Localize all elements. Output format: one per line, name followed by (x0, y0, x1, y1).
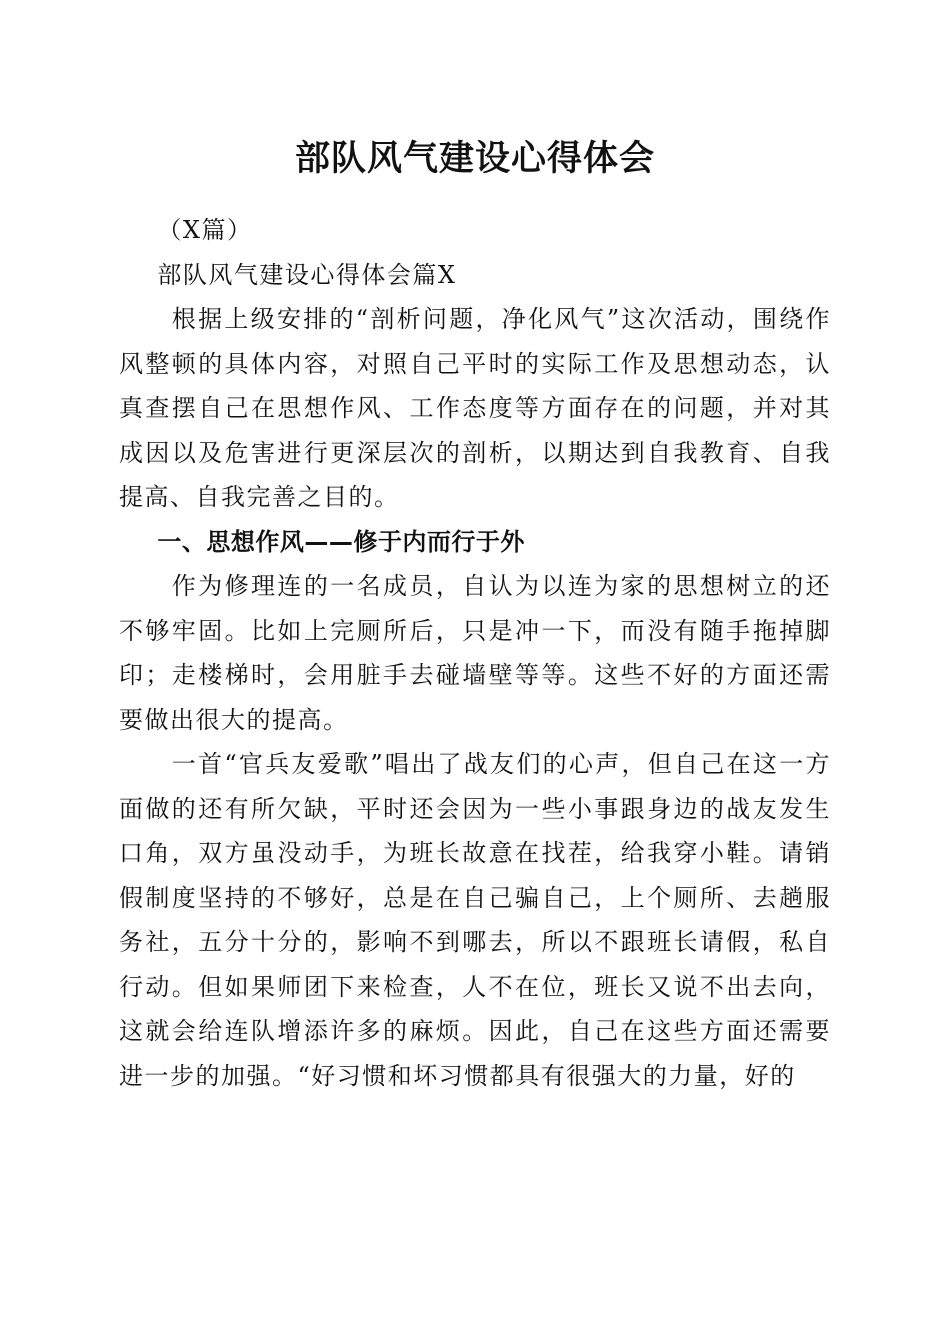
document-body (119, 208, 831, 1098)
subtitle: （X篇） (157, 216, 253, 244)
document-title: 部队风气建设心得体会 (294, 138, 655, 179)
section-heading: 一、思想作风——修于内而行于外 (157, 527, 525, 556)
article-title: 部队风气建设心得体会篇X (157, 260, 457, 289)
section-paragraph-2: 一首“官兵友爱歌”唱出了战友们的心声，但自己在这一方面做的还有所欠缺，平时还会因为一些小事跟身边的战友发生口角，双方虽没动手，为班长故意在找茬，给我穿小鞋。请销假制度坚持的不够好，总是在自己骗自己，上个厕所、去趟服务社，五分十分的，影响不到哪去，所以不跟班长请假，私自行动。但如果师团下来检查，人不在位，班长又说不出去向，这就会给连队增添许多的麻烦。因此，自己在这些方面还需要进一步的加强。“好习惯和坏习惯都具有很强大的力量，好的 (119, 750, 831, 1090)
intro-paragraph: 根据上级安排的“剖析问题，净化风气”这次活动，围绕作风整顿的具体内容，对照自己平时的实际工作及思想动态，认真查摆自己在思想作风、工作态度等方面存在的问题，并对其成因以及危害进行更深层次的剖析，以期达到自我教育、自我提高、自我完善之目的。 (119, 305, 831, 511)
section-paragraph-1: 作为修理连的一名成员，自认为以连为家的思想树立的还不够牢固。比如上完厕所后，只是冲一下，而没有随手拖掉脚印；走楼梯时，会用脏手去碰墙壁等等。这些不好的方面还需要做出很大的提高。 (119, 572, 831, 734)
